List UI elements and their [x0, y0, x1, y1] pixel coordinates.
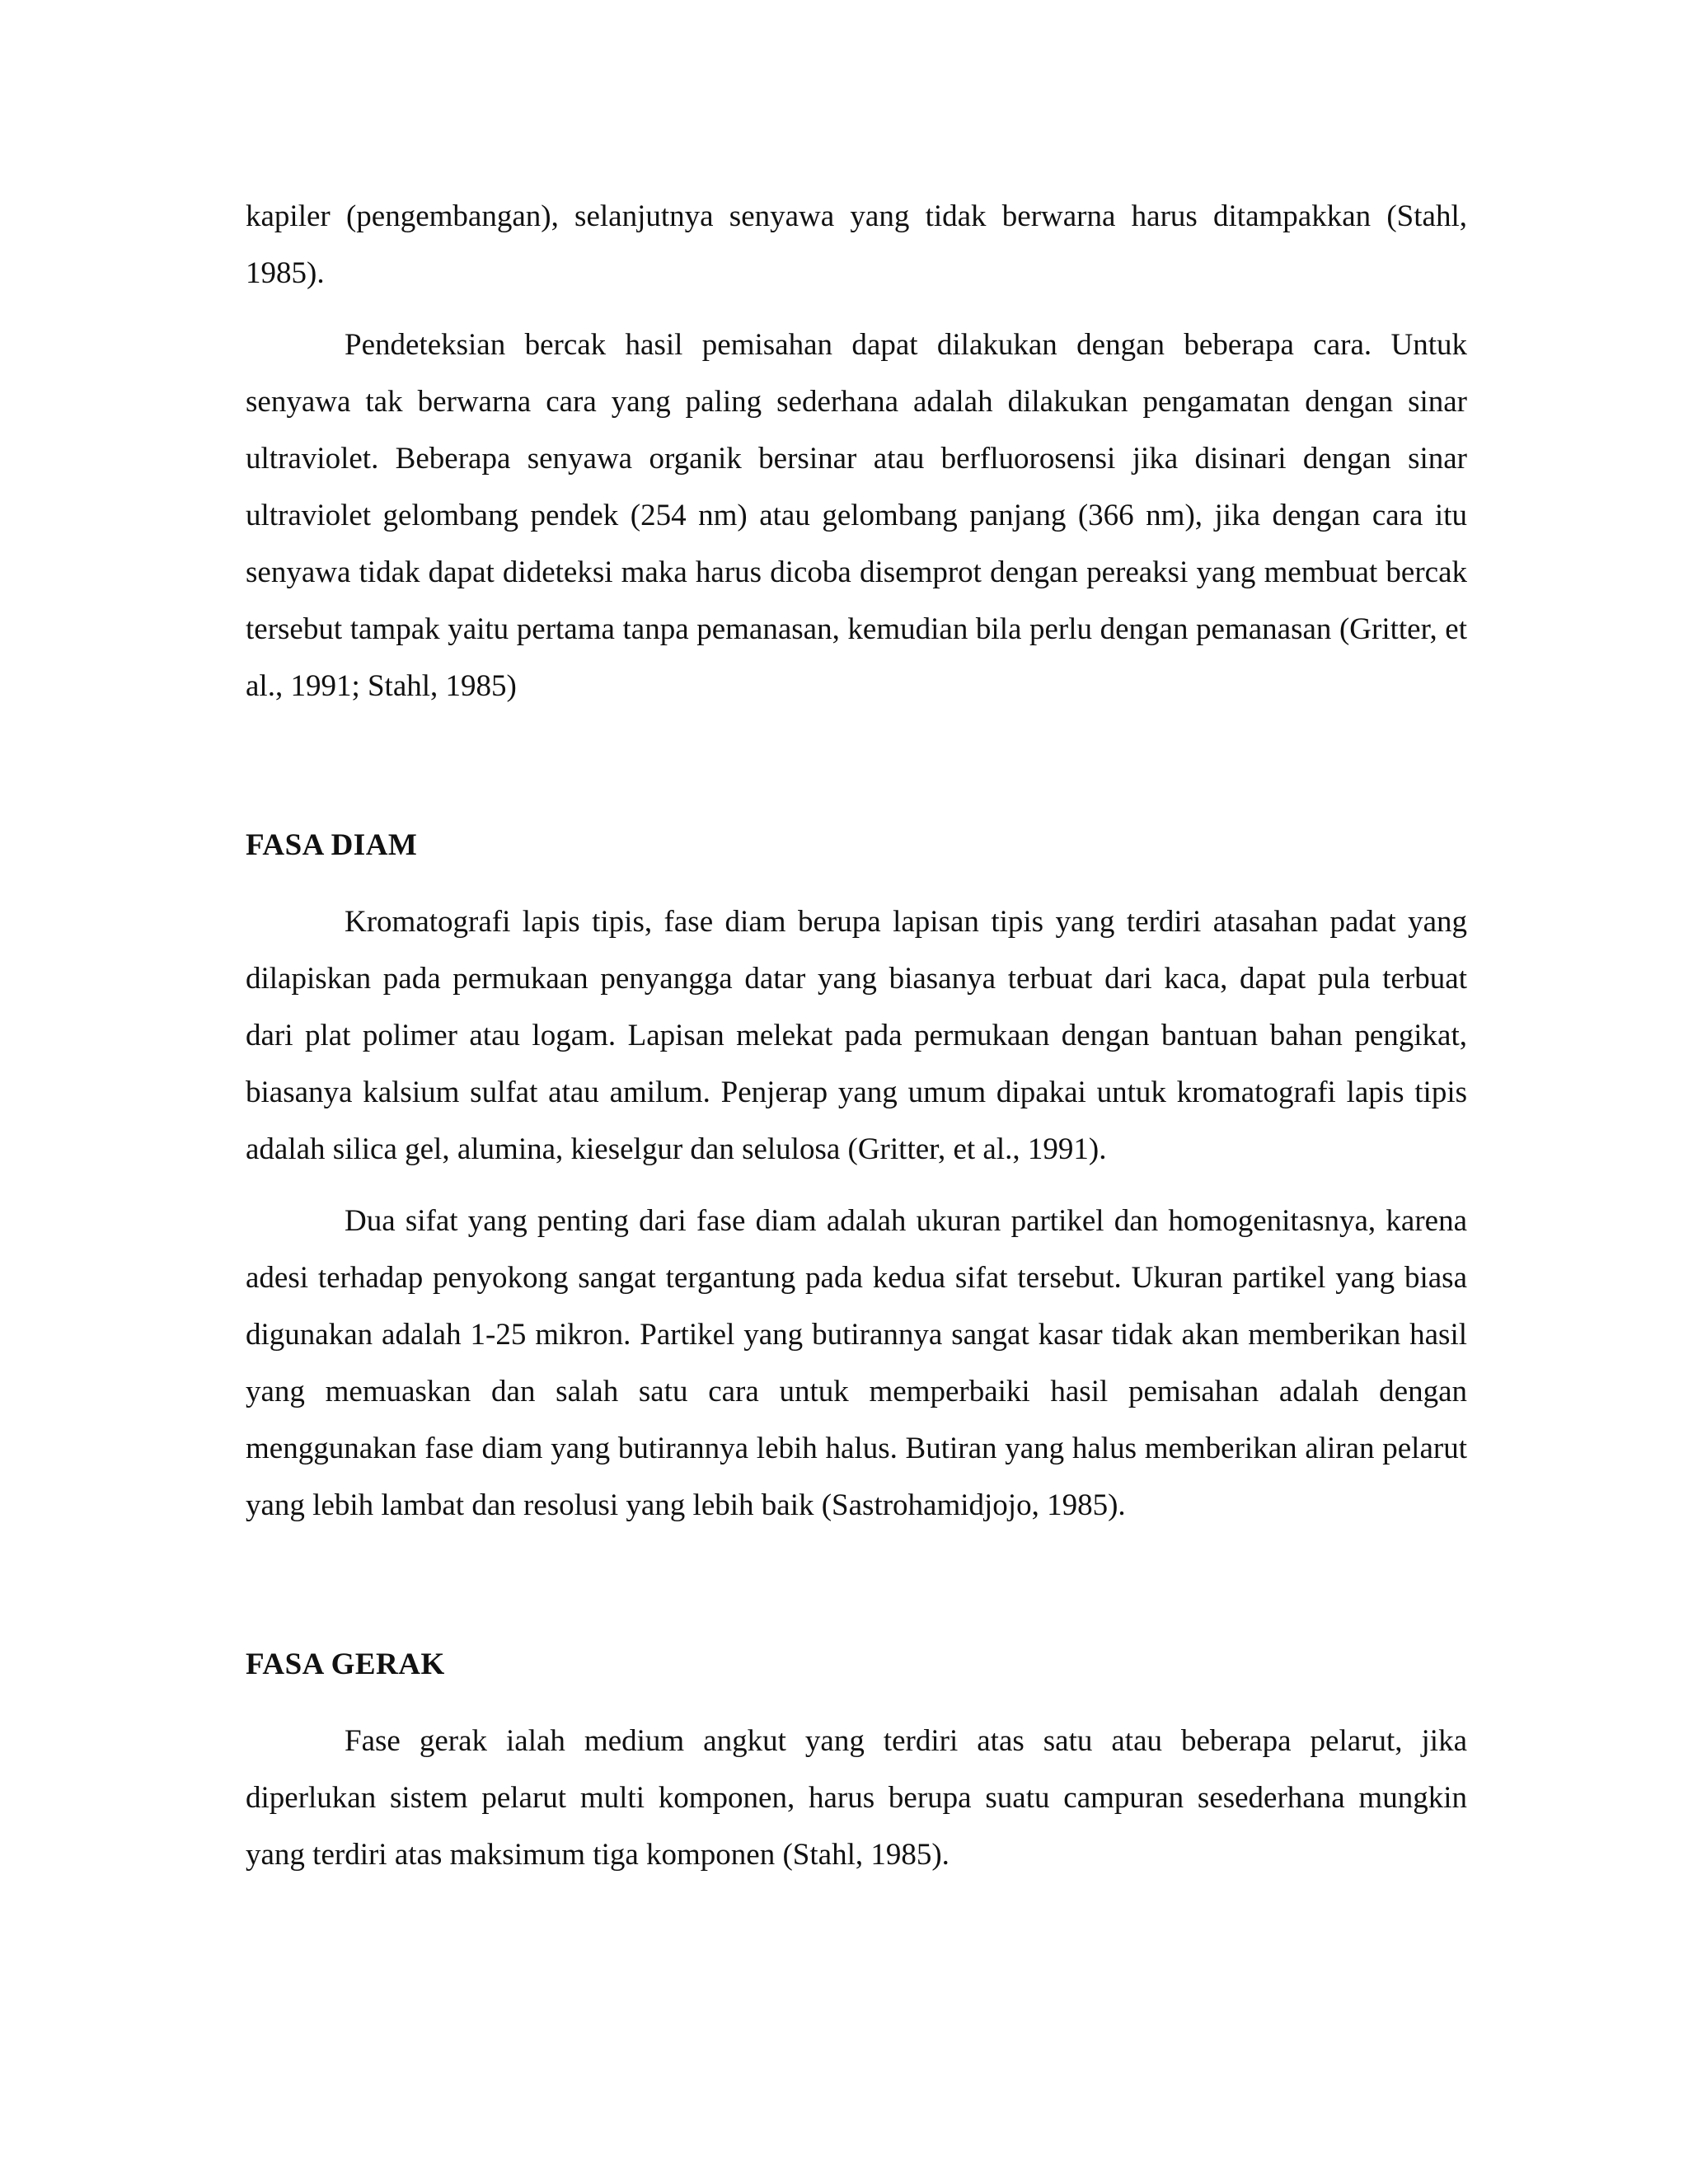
fasa-diam-paragraph-2: Dua sifat yang penting dari fase diam adalah ukuran partikel dan homogenitasnya, karena adesi terhadap penyokong sangat tergantung pada kedua sifat tersebut. Ukuran partikel yang biasa digunakan adalah 1-25 mikron. Partikel yang butirannya sangat kasar tidak akan memberikan hasil yang memuaskan dan salah satu cara untuk memperbaiki hasil pemisahan adalah dengan menggunakan fase diam yang butirannya lebih halus. Butiran yang halus memberikan aliran pelarut yang lebih lambat dan resolusi yang lebih baik (Sastrohamidjojo, 1985). — [246, 1204, 1467, 1522]
fasa-gerak-paragraph-1: Fase gerak ialah medium angkut yang terdiri atas satu atau beberapa pelarut, jika diperlukan sistem pelarut multi komponen, harus berupa suatu campuran sesederhana mungkin yang terdiri atas maksimum tiga komponen (Stahl, 1985). — [246, 1724, 1467, 1872]
fasa-diam-paragraph-1: Kromatografi lapis tipis, fase diam berupa lapisan tipis yang terdiri atasahan padat yang dilapiskan pada permukaan penyangga datar yang biasanya terbuat dari kaca, dapat pula terbuat dari plat polimer atau logam. Lapisan melekat pada permukaan dengan bantuan bahan pengikat, biasanya kalsium sulfat atau amilum. Penjerap yang umum dipakai untuk kromatografi lapis tipis adalah silica gel, alumina, kieselgur dan selulosa (Gritter, et al., 1991). — [246, 905, 1467, 1166]
detection-paragraph: Pendeteksian bercak hasil pemisahan dapat dilakukan dengan beberapa cara. Untuk senyawa tak berwarna cara yang paling sederhana adalah dilakukan pengamatan dengan sinar ultraviolet. Beberapa senyawa organik bersinar atau berfluorosensi jika disinari dengan sinar ultraviolet gelombang pendek (254 nm) atau gelombang panjang (366 nm), jika dengan cara itu senyawa tidak dapat dideteksi maka harus dicoba disemprot dengan pereaksi yang membuat bercak tersebut tampak yaitu pertama tanpa pemanasan, kemudian bila perlu dengan pemanasan (Gritter, et al., 1991; Stahl, 1985) — [246, 328, 1467, 703]
heading-fasa-diam: FASA DIAM — [246, 828, 418, 862]
heading-fasa-gerak: FASA GERAK — [246, 1647, 445, 1681]
intro-paragraph: kapiler (pengembangan), selanjutnya senyawa yang tidak berwarna harus ditampakkan (Stahl, 1985). — [246, 199, 1467, 290]
page-content — [246, 188, 1467, 1883]
